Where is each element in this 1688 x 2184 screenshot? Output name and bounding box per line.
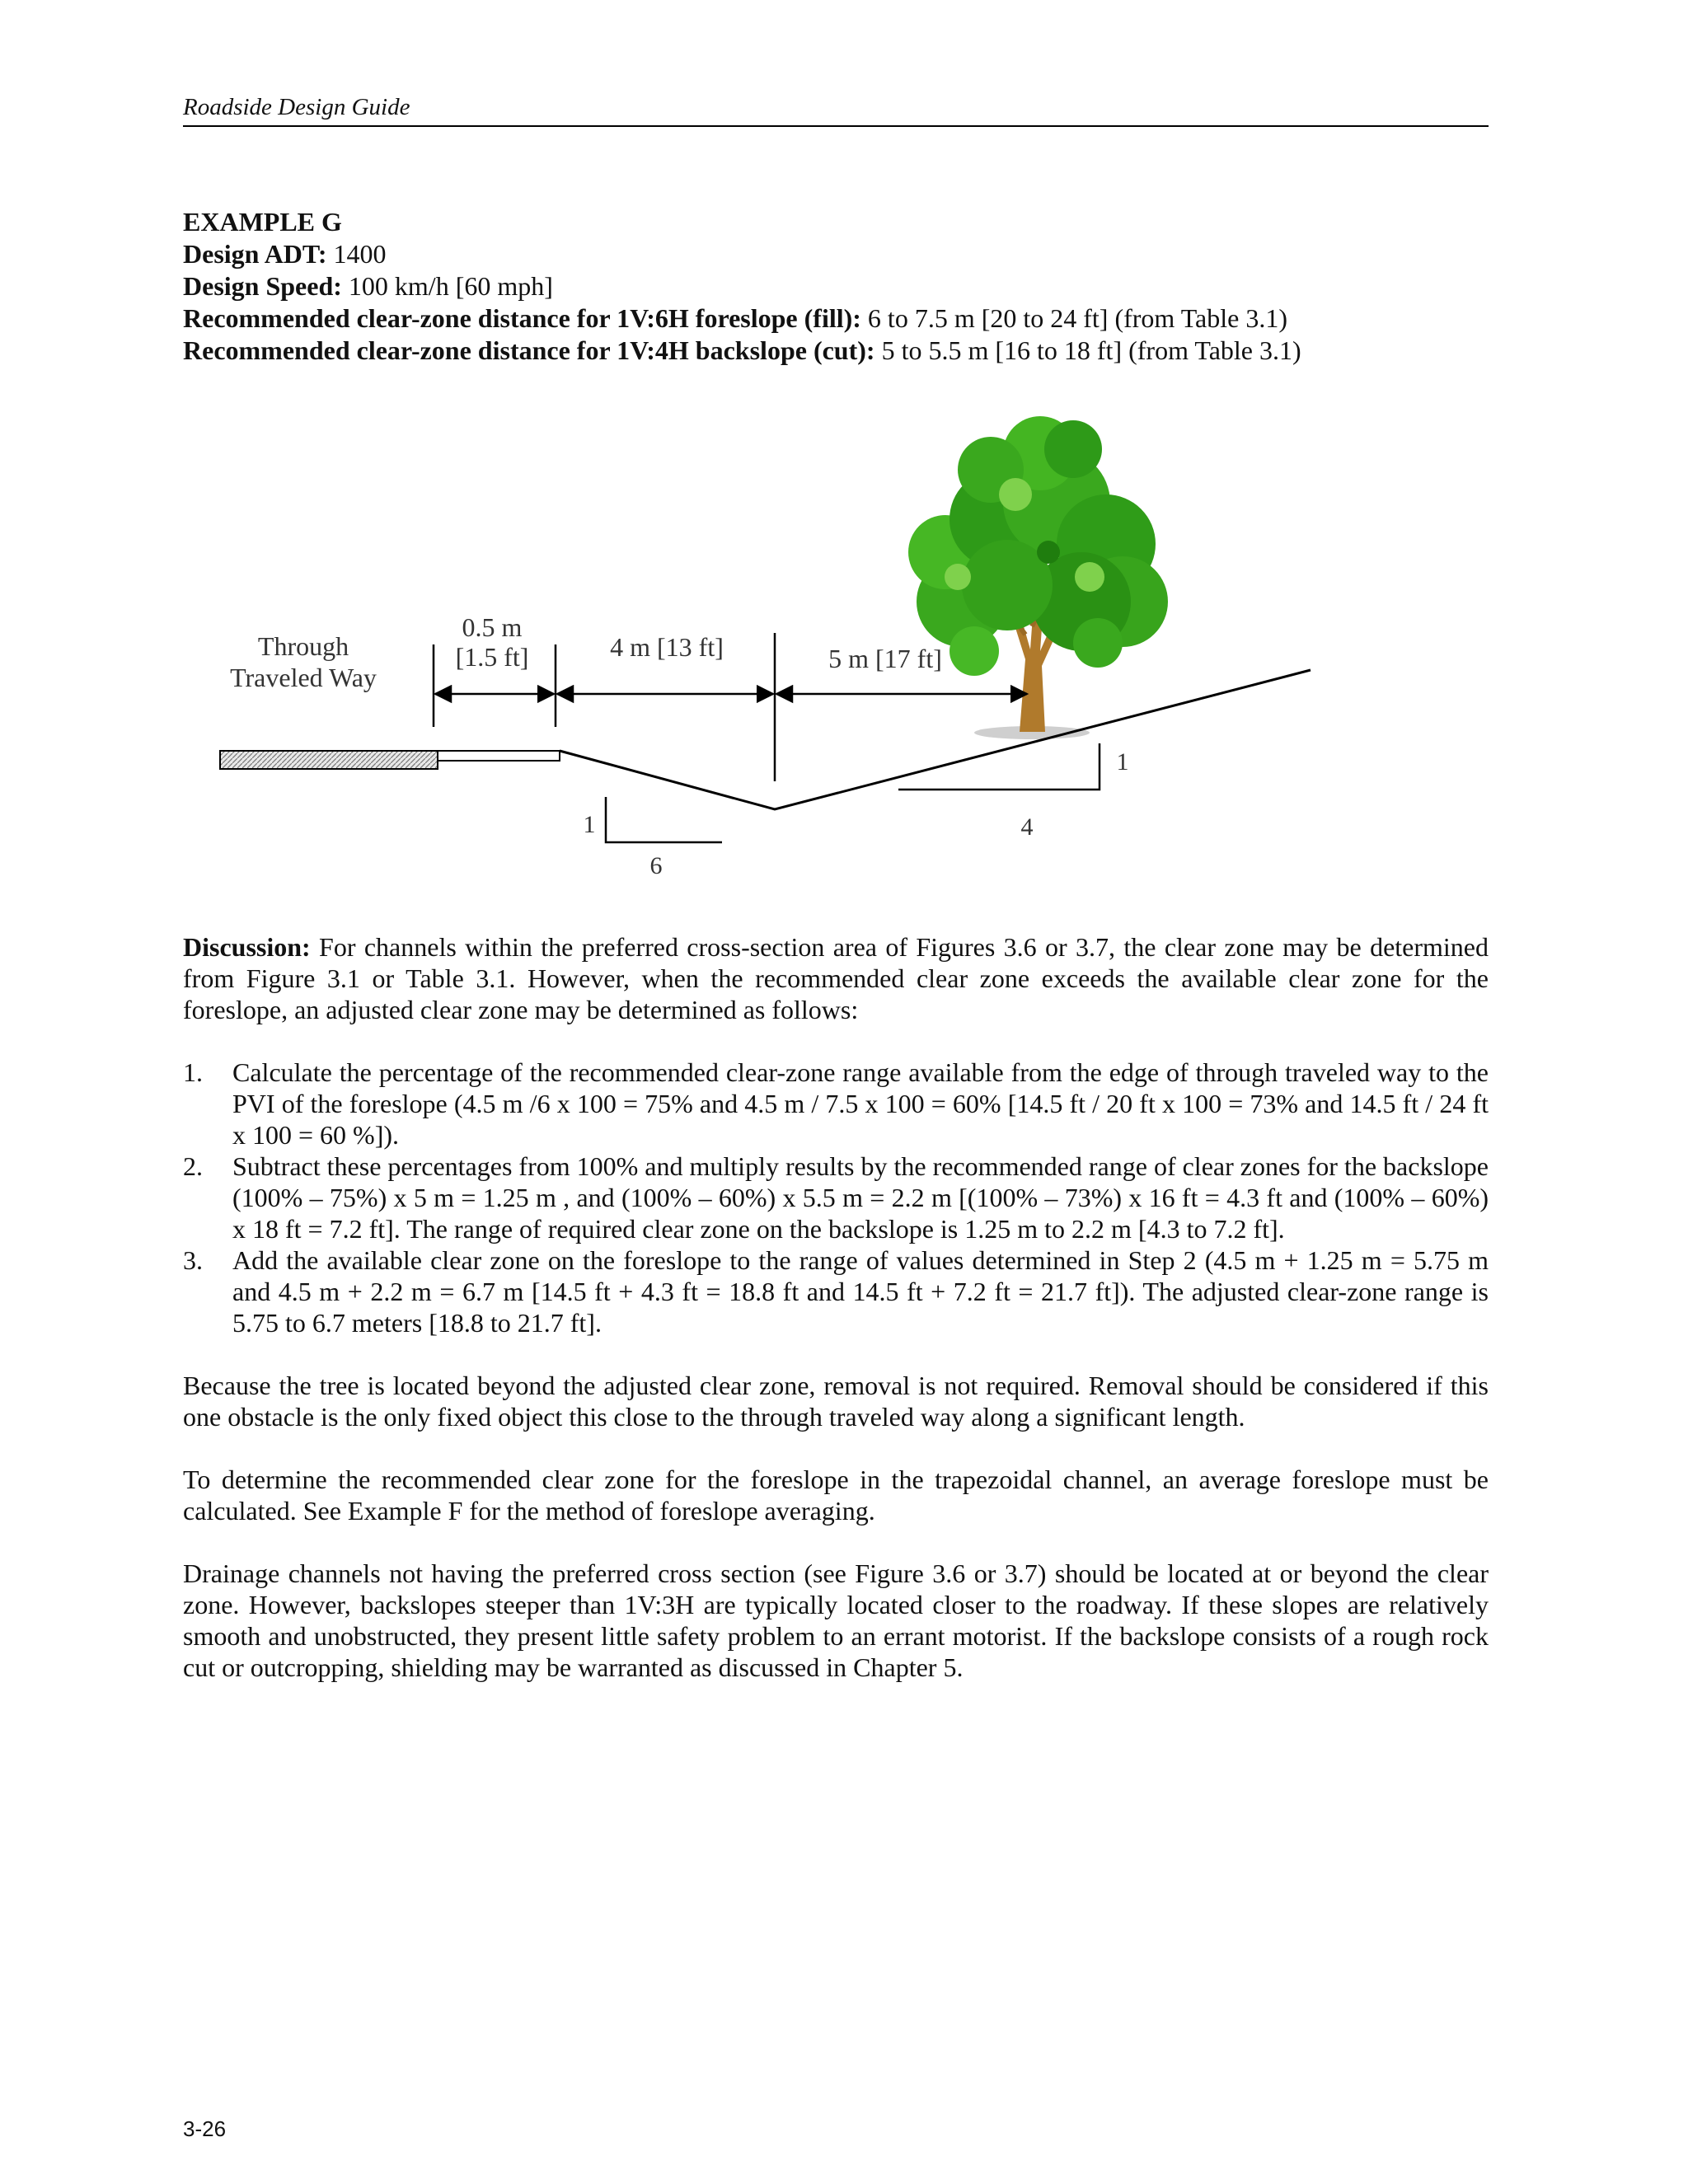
cross-section-figure <box>183 387 1320 882</box>
backslope-label: Recommended clear-zone distance for 1V:4H backslope (cut): <box>183 335 875 365</box>
header-title: Roadside Design Guide <box>183 94 410 120</box>
ground-profile <box>560 670 1311 809</box>
adt-label: Design ADT: <box>183 239 327 269</box>
paragraph-tree-removal: Because the tree is located beyond the adjusted clear zone, removal is not required. Removal should be considered if this one obstacle is the only fixed object this close to the through traveled way along a significant length. <box>183 1371 1489 1432</box>
svg-text:4: 4 <box>1020 813 1034 841</box>
example-header <box>183 206 1489 367</box>
discussion-paragraph <box>183 931 1489 1025</box>
traveled-way <box>220 751 438 769</box>
step-item <box>183 1244 1489 1338</box>
step-number: 3. <box>183 1245 203 1275</box>
svg-text:1: 1 <box>583 811 596 838</box>
example-title: EXAMPLE G <box>183 207 342 237</box>
speed-label: Design Speed: <box>183 271 342 301</box>
through-label-line2: Traveled Way <box>230 663 377 692</box>
adt-value: 1400 <box>326 239 387 269</box>
page-number: 3-26 <box>183 2116 227 2141</box>
step-item <box>183 1151 1489 1244</box>
backslope-ratio <box>898 743 1129 841</box>
shoulder <box>438 751 560 761</box>
dim-backslope-label: 5 m [17 ft] <box>828 644 942 673</box>
foreslope-ratio <box>584 797 723 879</box>
foreslope-value: 6 to 7.5 m [20 to 24 ft] (from Table 3.1) <box>860 303 1287 333</box>
foreslope-label: Recommended clear-zone distance for 1V:6H foreslope (fill): <box>183 303 861 333</box>
speed-value: 100 km/h [60 mph] <box>341 271 553 301</box>
dim-shoulder-label-1: 0.5 m <box>462 612 523 642</box>
running-header <box>183 91 1489 127</box>
svg-text:1: 1 <box>1116 748 1129 776</box>
dim-foreslope-label: 4 m [13 ft] <box>610 632 724 662</box>
step-number: 2. <box>183 1151 203 1181</box>
steps-list <box>183 1057 1489 1338</box>
paragraph-foreslope-averaging: To determine the recommended clear zone for the foreslope in the trapezoidal channel, an average foreslope must be calculated. See Example F for the method of foreslope averaging. <box>183 1465 1489 1526</box>
backslope-value: 5 to 5.5 m [16 to 18 ft] (from Table 3.1) <box>874 335 1301 365</box>
svg-text:6: 6 <box>649 852 663 879</box>
step-item <box>183 1057 1489 1151</box>
discussion-text: For channels within the preferred cross-section area of Figures 3.6 or 3.7, the clear zone may be determined from Figure 3.1 or Table 3.1. However, when the recommended clear zone exceeds the available clear zone for the foreslope, an adjusted clear zone may be determined as follows: <box>183 932 1489 1024</box>
step-text: Add the available clear zone on the foreslope to the range of values determined in Step 2 (4.5 m + 1.25 m = 5.75 m and 4.5 m + 2.2 m = 6.7 m [14.5 ft + 4.3 ft = 18.8 ft and 14.5 ft + 7.2 ft = 21.7 ft]). The adjusted clear-zone range is 5.75 to 6.7 meters [18.8 to 21.7 ft]. <box>232 1245 1489 1338</box>
discussion-section <box>183 931 1489 1714</box>
step-text: Subtract these percentages from 100% and multiply results by the recommended range of clear zones for the backslope (100% – 75%) x 5 m = 1.25 m , and (100% – 60%) x 5.5 m = 2.2 m [(100% – 73%) x 16 ft = 4.3 ft and (100% – 60%) x 18 ft = 7.2 ft]. The range of required clear zone on the backslope is 1.25 m to 2.2 m [4.3 to 7.2 ft]. <box>232 1151 1489 1244</box>
step-text: Calculate the percentage of the recommended clear-zone range available from the edge of through traveled way to the PVI of the foreslope (4.5 m /6 x 100 = 75% and 4.5 m / 7.5 x 100 = 60% [14.5 ft / 20 ft x 100 = 73% and 14.5 ft / 24 ft x 100 = 60 %]). <box>232 1057 1489 1150</box>
step-number: 1. <box>183 1057 203 1087</box>
dim-shoulder-label-2: [1.5 ft] <box>455 642 529 672</box>
tree-icon <box>908 416 1168 739</box>
through-label-line1: Through <box>257 631 349 661</box>
paragraph-drainage-channels: Drainage channels not having the preferred cross section (see Figure 3.6 or 3.7) should be located at or beyond the clear zone. However, backslopes steeper than 1V:3H are typically located closer to the roadway. If these slopes are relatively smooth and unobstructed, they present little safety problem to an errant motorist. If the backslope consists of a rough rock cut or outcropping, shielding may be warranted as discussed in Chapter 5. <box>183 1558 1489 1682</box>
discussion-label: Discussion: <box>183 932 311 962</box>
